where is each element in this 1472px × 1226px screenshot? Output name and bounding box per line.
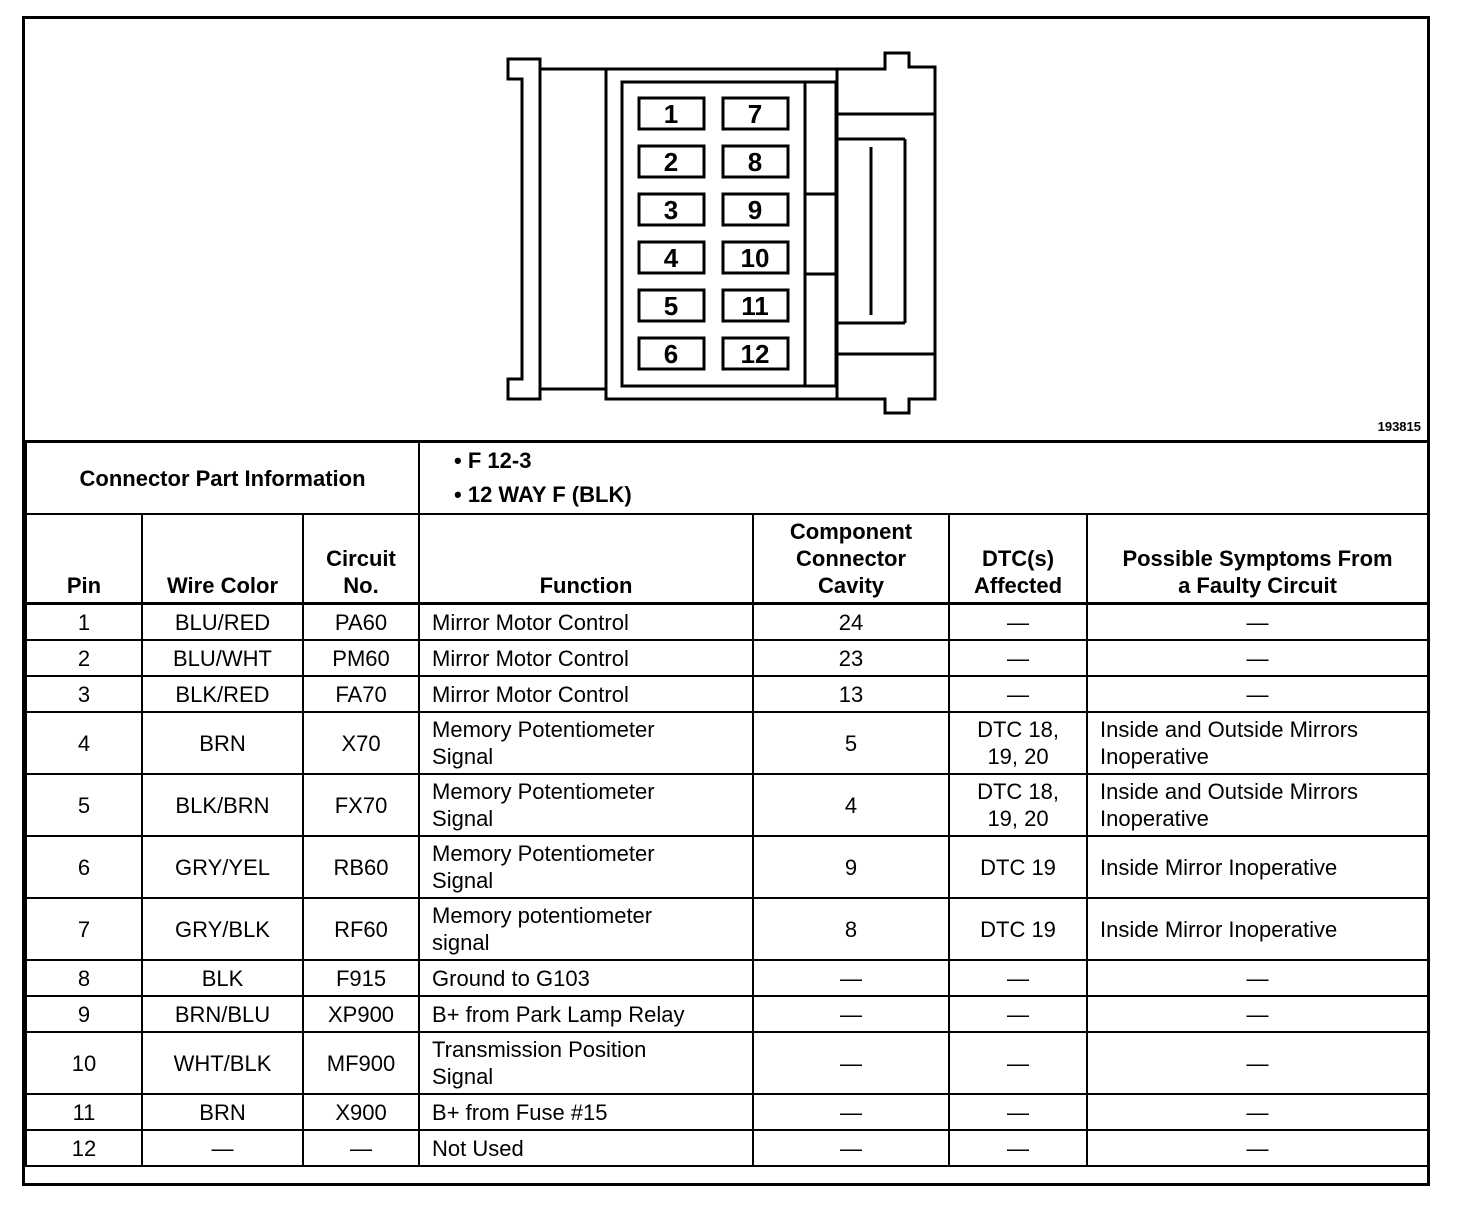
pin-cell: 6 bbox=[26, 836, 142, 898]
function-cell: Mirror Motor Control bbox=[419, 676, 753, 712]
table-row bbox=[26, 712, 1428, 774]
circuit-cell: PA60 bbox=[303, 604, 419, 641]
dtc-cell: — bbox=[949, 1032, 1087, 1094]
dtc-cell: DTC 19 bbox=[949, 898, 1087, 960]
dtc-cell: — bbox=[949, 1130, 1087, 1166]
function-cell: Not Used bbox=[419, 1130, 753, 1166]
part-info-item: • F 12-3 bbox=[454, 448, 532, 473]
pin-cell: 7 bbox=[26, 898, 142, 960]
symptoms-cell: — bbox=[1087, 960, 1428, 996]
pin-cavity bbox=[639, 98, 704, 129]
part-info-label: Connector Part Information bbox=[26, 442, 419, 515]
pin-cell: 10 bbox=[26, 1032, 142, 1094]
pin-cavity bbox=[639, 338, 704, 369]
circuit-cell: FA70 bbox=[303, 676, 419, 712]
cavity-cell: — bbox=[753, 1032, 949, 1094]
pin-cavity bbox=[639, 242, 704, 273]
pin-cell: 8 bbox=[26, 960, 142, 996]
pin-number-label: 10 bbox=[740, 243, 770, 273]
part-info-item: • 12 WAY F (BLK) bbox=[454, 482, 632, 507]
connector-sheet bbox=[22, 16, 1430, 1186]
table-row bbox=[26, 1094, 1428, 1130]
circuit-cell: X70 bbox=[303, 712, 419, 774]
function-cell: B+ from Fuse #15 bbox=[419, 1094, 753, 1130]
cavity-cell: 5 bbox=[753, 712, 949, 774]
dtc-cell: DTC 18, 19, 20 bbox=[949, 712, 1087, 774]
dtc-cell: — bbox=[949, 996, 1087, 1032]
table-row bbox=[26, 1032, 1428, 1094]
wire-color-cell: GRY/BLK bbox=[142, 898, 303, 960]
circuit-cell: X900 bbox=[303, 1094, 419, 1130]
pin-cavity bbox=[723, 98, 788, 129]
dtc-cell: DTC 18, 19, 20 bbox=[949, 774, 1087, 836]
function-cell: Memory Potentiometer Signal bbox=[419, 836, 753, 898]
header-wire-color: Wire Color bbox=[142, 514, 303, 604]
pin-cavity-grid bbox=[639, 98, 788, 369]
function-cell: B+ from Park Lamp Relay bbox=[419, 996, 753, 1032]
pin-number-label: 7 bbox=[747, 99, 763, 129]
figure-number: 193815 bbox=[1377, 419, 1421, 434]
dtc-cell: — bbox=[949, 676, 1087, 712]
pin-cavity bbox=[723, 194, 788, 225]
symptoms-cell: — bbox=[1087, 640, 1428, 676]
symptoms-cell: Inside Mirror Inoperative bbox=[1087, 898, 1428, 960]
dtc-cell: — bbox=[949, 640, 1087, 676]
wire-color-cell: — bbox=[142, 1130, 303, 1166]
wire-color-cell: BLU/RED bbox=[142, 604, 303, 641]
pin-cell: 9 bbox=[26, 996, 142, 1032]
part-info-row bbox=[26, 442, 1428, 515]
pin-number-label: 1 bbox=[663, 99, 679, 129]
function-cell: Memory Potentiometer Signal bbox=[419, 774, 753, 836]
cavity-cell: — bbox=[753, 1130, 949, 1166]
pin-number-label: 12 bbox=[740, 339, 770, 369]
circuit-cell: XP900 bbox=[303, 996, 419, 1032]
header-symptoms: Possible Symptoms From a Faulty Circuit bbox=[1087, 514, 1428, 604]
table-body bbox=[26, 604, 1428, 1167]
function-cell: Mirror Motor Control bbox=[419, 604, 753, 641]
circuit-cell: RF60 bbox=[303, 898, 419, 960]
pin-cell: 3 bbox=[26, 676, 142, 712]
symptoms-cell: Inside and Outside Mirrors Inoperative bbox=[1087, 774, 1428, 836]
cavity-cell: 8 bbox=[753, 898, 949, 960]
symptoms-cell: Inside Mirror Inoperative bbox=[1087, 836, 1428, 898]
wire-color-cell: BRN bbox=[142, 712, 303, 774]
table-row bbox=[26, 640, 1428, 676]
pin-cavity bbox=[723, 290, 788, 321]
pin-cavity bbox=[639, 146, 704, 177]
wire-color-cell: WHT/BLK bbox=[142, 1032, 303, 1094]
dtc-cell: — bbox=[949, 1094, 1087, 1130]
symptoms-cell: — bbox=[1087, 1094, 1428, 1130]
table-row bbox=[26, 774, 1428, 836]
pin-number-label: 4 bbox=[663, 243, 679, 273]
cavity-cell: — bbox=[753, 1094, 949, 1130]
header-pin: Pin bbox=[26, 514, 142, 604]
cavity-cell: 23 bbox=[753, 640, 949, 676]
symptoms-cell: — bbox=[1087, 1032, 1428, 1094]
dtc-cell: DTC 19 bbox=[949, 836, 1087, 898]
dtc-cell: — bbox=[949, 604, 1087, 641]
header-circuit: Circuit No. bbox=[303, 514, 419, 604]
pin-number-label: 8 bbox=[747, 147, 763, 177]
symptoms-cell: — bbox=[1087, 1130, 1428, 1166]
header-cavity: Component Connector Cavity bbox=[753, 514, 949, 604]
connector-table bbox=[25, 440, 1429, 1167]
cavity-cell: — bbox=[753, 960, 949, 996]
wire-color-cell: GRY/YEL bbox=[142, 836, 303, 898]
pin-cell: 1 bbox=[26, 604, 142, 641]
header-function: Function bbox=[419, 514, 753, 604]
function-cell: Ground to G103 bbox=[419, 960, 753, 996]
table-row bbox=[26, 1130, 1428, 1166]
pin-number-label: 9 bbox=[747, 195, 763, 225]
wire-color-cell: BLK/BRN bbox=[142, 774, 303, 836]
function-cell: Memory Potentiometer Signal bbox=[419, 712, 753, 774]
pin-cavity bbox=[723, 146, 788, 177]
cavity-cell: 24 bbox=[753, 604, 949, 641]
wire-color-cell: BLK bbox=[142, 960, 303, 996]
pin-number-label: 2 bbox=[663, 147, 679, 177]
wire-color-cell: BLU/WHT bbox=[142, 640, 303, 676]
header-row bbox=[26, 514, 1428, 604]
pin-cell: 11 bbox=[26, 1094, 142, 1130]
circuit-cell: MF900 bbox=[303, 1032, 419, 1094]
symptoms-cell: — bbox=[1087, 604, 1428, 641]
pin-cavity bbox=[723, 242, 788, 273]
cavity-cell: 13 bbox=[753, 676, 949, 712]
circuit-cell: RB60 bbox=[303, 836, 419, 898]
connector-face-drawing bbox=[25, 19, 1427, 443]
circuit-cell: F915 bbox=[303, 960, 419, 996]
connector-diagram bbox=[25, 19, 1427, 443]
circuit-cell: — bbox=[303, 1130, 419, 1166]
pin-cell: 4 bbox=[26, 712, 142, 774]
cavity-cell: 9 bbox=[753, 836, 949, 898]
circuit-cell: PM60 bbox=[303, 640, 419, 676]
header-dtc: DTC(s) Affected bbox=[949, 514, 1087, 604]
cavity-cell: 4 bbox=[753, 774, 949, 836]
cavity-cell: — bbox=[753, 996, 949, 1032]
wire-color-cell: BLK/RED bbox=[142, 676, 303, 712]
table-row bbox=[26, 996, 1428, 1032]
wire-color-cell: BRN bbox=[142, 1094, 303, 1130]
symptoms-cell: — bbox=[1087, 676, 1428, 712]
table-row bbox=[26, 836, 1428, 898]
pin-number-label: 3 bbox=[663, 195, 679, 225]
function-cell: Mirror Motor Control bbox=[419, 640, 753, 676]
pin-number-label: 5 bbox=[663, 291, 679, 321]
wire-color-cell: BRN/BLU bbox=[142, 996, 303, 1032]
symptoms-cell: — bbox=[1087, 996, 1428, 1032]
dtc-cell: — bbox=[949, 960, 1087, 996]
pin-cavity bbox=[639, 290, 704, 321]
pin-number-label: 6 bbox=[663, 339, 679, 369]
circuit-cell: FX70 bbox=[303, 774, 419, 836]
table-row bbox=[26, 676, 1428, 712]
part-info-values bbox=[419, 442, 1428, 515]
table-row bbox=[26, 898, 1428, 960]
function-cell: Memory potentiometer signal bbox=[419, 898, 753, 960]
pin-cavity bbox=[639, 194, 704, 225]
pin-number-label: 11 bbox=[741, 291, 769, 321]
pin-cavity bbox=[723, 338, 788, 369]
pin-cell: 2 bbox=[26, 640, 142, 676]
symptoms-cell: Inside and Outside Mirrors Inoperative bbox=[1087, 712, 1428, 774]
table-row bbox=[26, 960, 1428, 996]
function-cell: Transmission Position Signal bbox=[419, 1032, 753, 1094]
pin-cell: 12 bbox=[26, 1130, 142, 1166]
table-row bbox=[26, 604, 1428, 641]
pin-cell: 5 bbox=[26, 774, 142, 836]
